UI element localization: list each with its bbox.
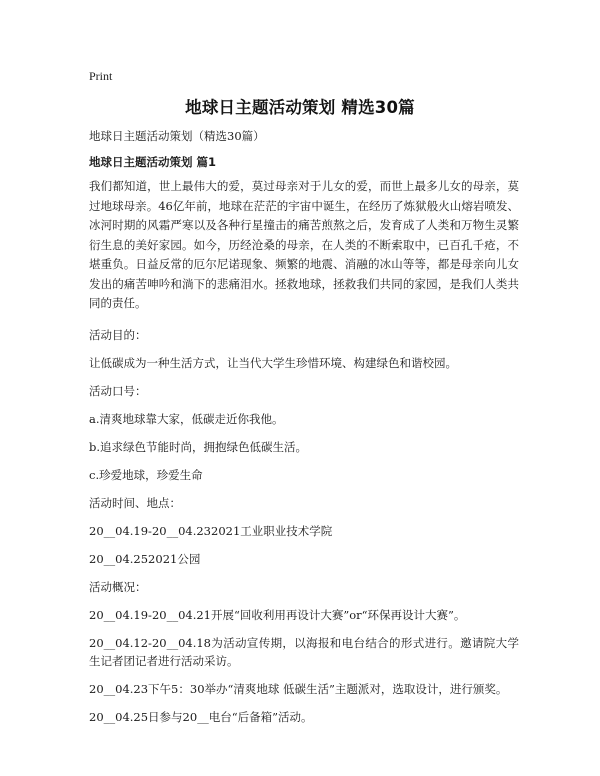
slogan-a: a.清爽地球靠大家，低碳走近你我他。 bbox=[89, 411, 284, 426]
section-heading: 地球日主题活动策划 篇1 bbox=[89, 155, 217, 169]
slogan-b: b.追求绿色节能时尚，拥抱绿色低碳生活。 bbox=[89, 439, 308, 454]
overview-label: 活动概况： bbox=[89, 579, 147, 594]
time-place-label: 活动时间、地点： bbox=[89, 495, 181, 510]
document-body bbox=[89, 127, 519, 736]
slogan-label: 活动口号： bbox=[89, 383, 147, 398]
time-place-1: 20__04.19-20__04.232021工业职业技术学院 bbox=[89, 523, 333, 538]
overview-item-1: 20__04.19-20__04.21开展“回收利用再设计大赛”or“环保再设计大赛”。 bbox=[89, 607, 466, 622]
overview-item-4: 20__04.25日参与20__电台“后备箱”活动。 bbox=[89, 709, 313, 724]
print-link[interactable]: Print bbox=[89, 69, 113, 83]
overview-item-2: 20__04.12-20__04.18为活动宣传期，以海报和电台结合的形式进行。邀请院大学生记者团记者进行活动采访。 bbox=[89, 635, 519, 668]
page-title: 地球日主题活动策划 精选30篇 bbox=[185, 98, 415, 117]
document-subtitle: 地球日主题活动策划（精选30篇） bbox=[89, 129, 265, 143]
purpose-label: 活动目的： bbox=[89, 327, 147, 342]
purpose-text: 让低碳成为一种生活方式，让当代大学生珍惜环境、构建绿色和谐校园。 bbox=[89, 355, 457, 370]
overview-item-3: 20__04.23下午5：30举办“清爽地球 低碳生活”主题派对，选取设计，进行颁奖。 bbox=[89, 681, 508, 696]
slogan-c: c.珍爱地球，珍爱生命 bbox=[89, 467, 203, 482]
intro-paragraph: 我们都知道，世上最伟大的爱，莫过母亲对于儿女的爱，而世上最多儿女的母亲，莫过地球母亲。46亿年前，地球在茫茫的宇宙中诞生，在经历了炼狱般火山熔岩喷发、冰河时期的风霜严寒以及各种行星撞击的痛苦煎熬之后，发育成了人类和万物生灵繁衍生息的美好家园。如今，历经沧桑的母亲，在人类的不断索取中，已百孔千疮，不堪重负。日益反常的厄尔尼诺现象、频繁的地震、消融的冰山等等，都是母亲向儿女发出的痛苦呻吟和淌下的悲痛泪水。拯救地球，拯救我们共同的家园，是我们人类共同的责任。 bbox=[89, 179, 519, 310]
time-place-2: 20__04.252021公园 bbox=[89, 551, 201, 566]
